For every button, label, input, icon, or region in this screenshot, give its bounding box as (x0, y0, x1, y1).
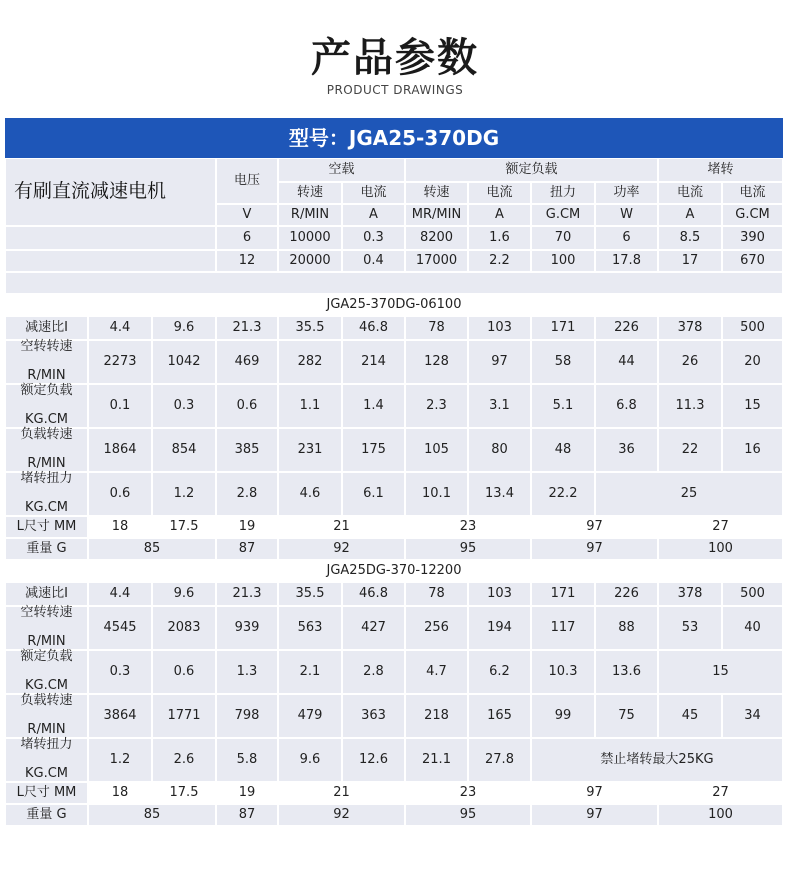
spec-value: 12 (217, 251, 277, 271)
load-value: 15 (723, 385, 782, 427)
length-value: 23 (406, 783, 530, 803)
load-value: 13.6 (596, 651, 657, 693)
length-value: 19 (217, 783, 277, 803)
cell-line: R/MIN (27, 368, 66, 384)
ratio-value: 35.5 (279, 583, 341, 605)
sub-header: 电流 (659, 183, 721, 203)
speed-value: 40 (723, 607, 782, 649)
model-row: JGA25-370DG-06100 (6, 295, 782, 315)
spec-value: 100 (532, 251, 594, 271)
load-value: 1.4 (343, 385, 404, 427)
stall-value: 10.1 (406, 473, 467, 515)
sub-header: 功率 (596, 183, 657, 203)
ratio-value: 9.6 (153, 583, 215, 605)
load-speed-value: 363 (343, 695, 404, 737)
speed-value: 26 (659, 341, 721, 383)
load-speed-value: 75 (596, 695, 657, 737)
load-value: 0.3 (153, 385, 215, 427)
cell-line: R/MIN (27, 456, 66, 472)
load-value: 6.8 (596, 385, 657, 427)
cell-line: 额定负载 (20, 382, 73, 398)
row-label (6, 338, 87, 384)
spec-value: 670 (723, 251, 782, 271)
cell-line: 空转转速 (20, 604, 73, 620)
load-speed-value: 99 (532, 695, 594, 737)
stall-value: 9.6 (279, 739, 341, 781)
cell-line: KG.CM (24, 678, 69, 694)
stall-value: 2.8 (217, 473, 277, 515)
speed-value: 53 (659, 607, 721, 649)
row-label (6, 470, 87, 516)
spec-value: 6 (596, 227, 657, 249)
load-value: 15 (659, 651, 782, 693)
ratio-value: 103 (469, 583, 530, 605)
spec-value: 1.6 (469, 227, 530, 249)
load-value: 1.1 (279, 385, 341, 427)
spec-value: 8200 (406, 227, 467, 249)
load-value: 10.3 (532, 651, 594, 693)
stall-value: 22.2 (532, 473, 594, 515)
stall-value: 21.1 (406, 739, 467, 781)
sub-header: 扭力 (532, 183, 594, 203)
product-name: 有刷直流减速电机 (6, 159, 215, 225)
unit-cell: W (596, 205, 657, 225)
ratio-value: 103 (469, 317, 530, 339)
stall-value: 13.4 (469, 473, 530, 515)
length-value: 17.5 (153, 783, 215, 803)
ratio-value: 171 (532, 583, 594, 605)
cell-line: 负载转速 (20, 692, 73, 708)
length-value: 27 (659, 517, 782, 537)
weight-value: 100 (659, 539, 782, 559)
unit-cell: A (659, 205, 721, 225)
unit-cell: G.CM (723, 205, 782, 225)
cell-line: KG.CM (24, 412, 69, 428)
load-value: 3.1 (469, 385, 530, 427)
stall-value: 0.6 (89, 473, 151, 515)
speed-value: 4545 (89, 607, 151, 649)
load-speed-value: 854 (153, 429, 215, 471)
sub-header: 电流 (469, 183, 530, 203)
model-row: JGA25DG-370-12200 (6, 561, 782, 581)
sub-header: 电流 (723, 183, 782, 203)
speed-value: 427 (343, 607, 404, 649)
speed-value: 469 (217, 341, 277, 383)
cell-line: KG.CM (24, 766, 69, 782)
speed-value: 128 (406, 341, 467, 383)
weight-value: 87 (217, 805, 277, 825)
row-label (6, 426, 87, 472)
stall-value: 2.6 (153, 739, 215, 781)
length-value: 97 (532, 783, 657, 803)
load-value: 0.1 (89, 385, 151, 427)
cell-line: 空转转速 (20, 338, 73, 354)
speed-value: 2273 (89, 341, 151, 383)
load-speed-value: 45 (659, 695, 721, 737)
spec-value: 17 (659, 251, 721, 271)
load-speed-value: 231 (279, 429, 341, 471)
stall-value: 12.6 (343, 739, 404, 781)
model-banner: 型号：JGA25-370DG (5, 118, 783, 158)
ratio-value: 378 (659, 583, 721, 605)
spacer-row (6, 273, 782, 293)
unit-cell: MR/MIN (406, 205, 467, 225)
row-label: 重量 G (6, 805, 87, 825)
speed-value: 256 (406, 607, 467, 649)
ratio-value: 46.8 (343, 317, 404, 339)
header-voltage: 电压 (217, 159, 277, 203)
unit-cell: A (343, 205, 404, 225)
load-value: 11.3 (659, 385, 721, 427)
ratio-value: 21.3 (217, 583, 277, 605)
speed-value: 939 (217, 607, 277, 649)
stall-value: 25 (596, 473, 782, 515)
load-speed-value: 798 (217, 695, 277, 737)
cell-line: R/MIN (27, 634, 66, 650)
load-speed-value: 3864 (89, 695, 151, 737)
unit-cell: R/MIN (279, 205, 341, 225)
weight-value: 100 (659, 805, 782, 825)
spec-value: 390 (723, 227, 782, 249)
spec-value: 17000 (406, 251, 467, 271)
spec-value: 0.3 (343, 227, 404, 249)
load-speed-value: 218 (406, 695, 467, 737)
row-label: L尺寸 MM (6, 783, 87, 803)
weight-value: 97 (532, 805, 657, 825)
load-speed-value: 165 (469, 695, 530, 737)
weight-value: 95 (406, 539, 530, 559)
spec-value: 8.5 (659, 227, 721, 249)
header-stall: 堵转 (659, 159, 782, 181)
length-value: 21 (279, 517, 404, 537)
row-label: 重量 G (6, 539, 87, 559)
load-speed-value: 16 (723, 429, 782, 471)
cell-line: R/MIN (27, 722, 66, 738)
weight-value: 92 (279, 805, 404, 825)
row-label (6, 736, 87, 782)
speed-value: 88 (596, 607, 657, 649)
spec-value: 20000 (279, 251, 341, 271)
spec-value: 2.2 (469, 251, 530, 271)
row-label (6, 604, 87, 650)
row-label (6, 382, 87, 428)
cell-line: 堵转扭力 (20, 736, 73, 752)
stall-value: 6.1 (343, 473, 404, 515)
spec-value: 10000 (279, 227, 341, 249)
load-value: 0.6 (153, 651, 215, 693)
load-speed-value: 22 (659, 429, 721, 471)
load-speed-value: 385 (217, 429, 277, 471)
speed-value: 97 (469, 341, 530, 383)
sub-header: 转速 (406, 183, 467, 203)
row-label: 减速比I (6, 583, 87, 605)
weight-value: 97 (532, 539, 657, 559)
length-value: 18 (89, 783, 151, 803)
load-speed-value: 80 (469, 429, 530, 471)
load-value: 2.1 (279, 651, 341, 693)
speed-value: 214 (343, 341, 404, 383)
load-value: 5.1 (532, 385, 594, 427)
speed-value: 1042 (153, 341, 215, 383)
speed-value: 117 (532, 607, 594, 649)
speed-value: 58 (532, 341, 594, 383)
load-value: 0.3 (89, 651, 151, 693)
stall-value: 禁止堵转最大25KG (532, 739, 782, 781)
weight-value: 95 (406, 805, 530, 825)
unit-cell: G.CM (532, 205, 594, 225)
speed-value: 20 (723, 341, 782, 383)
sub-header: 转速 (279, 183, 341, 203)
ratio-value: 226 (596, 583, 657, 605)
length-value: 19 (217, 517, 277, 537)
row-label (6, 692, 87, 738)
cell-line: KG.CM (24, 500, 69, 516)
load-speed-value: 175 (343, 429, 404, 471)
stall-value: 27.8 (469, 739, 530, 781)
load-value: 0.6 (217, 385, 277, 427)
length-value: 23 (406, 517, 530, 537)
weight-value: 85 (89, 539, 215, 559)
cell-line: 堵转扭力 (20, 470, 73, 486)
unit-cell: A (469, 205, 530, 225)
ratio-value: 9.6 (153, 317, 215, 339)
ratio-value: 78 (406, 317, 467, 339)
length-value: 27 (659, 783, 782, 803)
load-speed-value: 105 (406, 429, 467, 471)
load-value: 1.3 (217, 651, 277, 693)
ratio-value: 46.8 (343, 583, 404, 605)
spec-value: 17.8 (596, 251, 657, 271)
load-value: 4.7 (406, 651, 467, 693)
ratio-value: 35.5 (279, 317, 341, 339)
speed-value: 563 (279, 607, 341, 649)
speed-value: 194 (469, 607, 530, 649)
page-subtitle: PRODUCT DRAWINGS (326, 83, 464, 97)
blank-cell (6, 251, 215, 271)
header-rated-load: 额定负载 (406, 159, 657, 181)
spec-value: 6 (217, 227, 277, 249)
load-speed-value: 1771 (153, 695, 215, 737)
load-speed-value: 479 (279, 695, 341, 737)
speed-value: 282 (279, 341, 341, 383)
load-speed-value: 36 (596, 429, 657, 471)
weight-value: 85 (89, 805, 215, 825)
load-value: 6.2 (469, 651, 530, 693)
page-title: 产品参数 (311, 35, 479, 81)
ratio-value: 500 (723, 317, 782, 339)
length-value: 21 (279, 783, 404, 803)
load-speed-value: 1864 (89, 429, 151, 471)
unit-cell: V (217, 205, 277, 225)
ratio-value: 78 (406, 583, 467, 605)
length-value: 17.5 (153, 517, 215, 537)
speed-value: 44 (596, 341, 657, 383)
ratio-value: 21.3 (217, 317, 277, 339)
ratio-value: 4.4 (89, 317, 151, 339)
spec-value: 70 (532, 227, 594, 249)
row-label: L尺寸 MM (6, 517, 87, 537)
blank-cell (6, 227, 215, 249)
stall-value: 1.2 (89, 739, 151, 781)
load-value: 2.8 (343, 651, 404, 693)
stall-value: 1.2 (153, 473, 215, 515)
ratio-value: 500 (723, 583, 782, 605)
sub-header: 电流 (343, 183, 404, 203)
stall-value: 5.8 (217, 739, 277, 781)
weight-value: 92 (279, 539, 404, 559)
cell-line: 额定负载 (20, 648, 73, 664)
load-speed-value: 34 (723, 695, 782, 737)
weight-value: 87 (217, 539, 277, 559)
load-value: 2.3 (406, 385, 467, 427)
length-value: 97 (532, 517, 657, 537)
speed-value: 2083 (153, 607, 215, 649)
ratio-value: 378 (659, 317, 721, 339)
stall-value: 4.6 (279, 473, 341, 515)
load-speed-value: 48 (532, 429, 594, 471)
header-no-load: 空载 (279, 159, 404, 181)
cell-line: 负载转速 (20, 426, 73, 442)
length-value: 18 (89, 517, 151, 537)
row-label (6, 648, 87, 694)
row-label: 减速比I (6, 317, 87, 339)
ratio-value: 171 (532, 317, 594, 339)
ratio-value: 4.4 (89, 583, 151, 605)
spec-value: 0.4 (343, 251, 404, 271)
ratio-value: 226 (596, 317, 657, 339)
